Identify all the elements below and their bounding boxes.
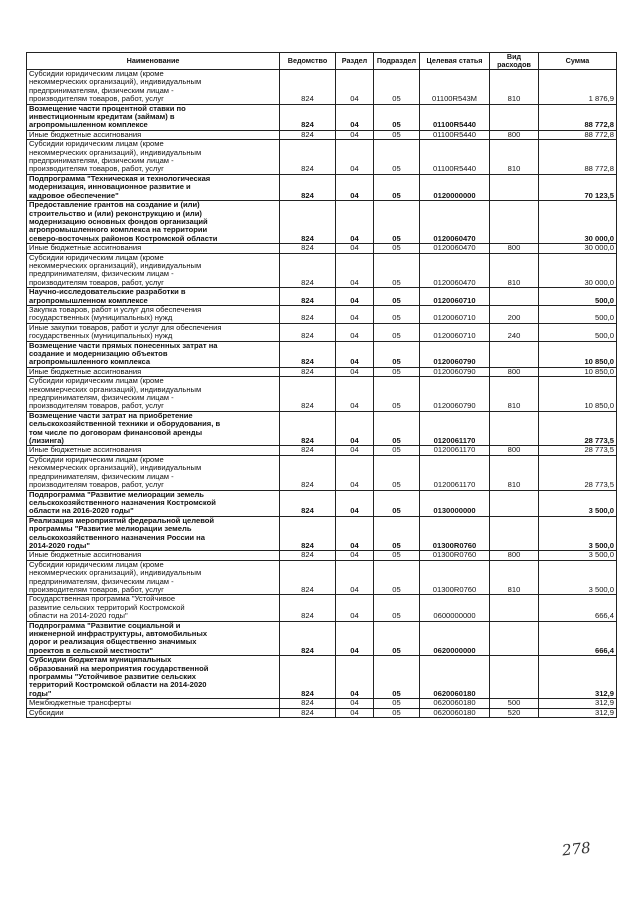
cell-target-article: 0120060710 (420, 305, 490, 323)
cell-amount: 312,9 (539, 708, 617, 717)
cell-section: 04 (336, 104, 374, 130)
cell-name-line: создание и модернизацию объектов (29, 349, 168, 358)
cell-subsection: 05 (374, 174, 420, 200)
cell-department: 824 (280, 595, 336, 621)
cell-amount: 666,4 (539, 621, 617, 656)
cell-target-article: 0620000000 (420, 621, 490, 656)
cell-name (27, 367, 280, 376)
cell-expense-type: 800 (490, 446, 539, 455)
cell-name-line: модернизацию основных фондов организаций (29, 216, 208, 226)
cell-name (27, 455, 280, 490)
cell-name-line: (лизинга) (29, 436, 64, 446)
cell-name-line: агропромышленного комплекса (29, 357, 151, 367)
cell-name (27, 595, 280, 621)
cell-name-line: годы" (29, 688, 52, 698)
cell-name (27, 708, 280, 717)
cell-target-article: 01100R5440 (420, 104, 490, 130)
cell-section: 04 (336, 70, 374, 105)
cell-amount: 28 773,5 (539, 411, 617, 446)
cell-name-line: Закупка товаров, работ и услуг для обеспечения (29, 305, 202, 314)
cell-subsection: 05 (374, 367, 420, 376)
cell-section: 04 (336, 377, 374, 412)
table-row (27, 367, 617, 376)
cell-expense-type (490, 595, 539, 621)
cell-name-line: развитие сельских территорий Костромской (29, 602, 185, 612)
cell-expense-type: 810 (490, 70, 539, 105)
cell-name-line: некоммерческих организаций), индивидуальным (29, 147, 202, 157)
cell-name-line: некоммерческих организаций), индивидуальным (29, 77, 202, 87)
cell-amount: 88 772,8 (539, 140, 617, 175)
cell-name-line: Подпрограмма "Техническая и технологическая (29, 174, 211, 183)
cell-name (27, 377, 280, 412)
cell-department: 824 (280, 140, 336, 175)
table-row (27, 174, 617, 200)
cell-section: 04 (336, 130, 374, 139)
cell-name-line: территорий Костромской области на 2014-2020 (29, 680, 207, 690)
cell-expense-type: 800 (490, 244, 539, 253)
table-row (27, 455, 617, 490)
cell-subsection: 05 (374, 253, 420, 288)
budget-table-sheet (26, 52, 616, 718)
cell-amount: 28 773,5 (539, 455, 617, 490)
cell-expense-type: 520 (490, 708, 539, 717)
cell-name-line: предпринимателям, физическим лицам - (29, 156, 174, 166)
cell-department: 824 (280, 490, 336, 516)
cell-name (27, 516, 280, 551)
cell-amount: 3 500,0 (539, 560, 617, 595)
cell-subsection: 05 (374, 708, 420, 717)
cell-department: 824 (280, 244, 336, 253)
table-row (27, 595, 617, 621)
cell-name (27, 560, 280, 595)
cell-amount: 30 000,0 (539, 244, 617, 253)
cell-amount: 88 772,8 (539, 104, 617, 130)
cell-section: 04 (336, 288, 374, 306)
cell-name-line: Субсидии (29, 708, 64, 717)
cell-section: 04 (336, 699, 374, 708)
cell-name (27, 130, 280, 139)
cell-name-line: предпринимателям, физическим лицам - (29, 393, 174, 403)
cell-name-line: программы "Развитие мелиорации земель (29, 524, 192, 534)
cell-name-line: инвестиционным кредитам (займам) в (29, 112, 175, 122)
cell-department: 824 (280, 253, 336, 288)
cell-expense-type (490, 104, 539, 130)
cell-name (27, 699, 280, 708)
cell-name-line: Возмещение части прямых понесенных затрат на (29, 341, 218, 350)
cell-target-article: 0120060710 (420, 288, 490, 306)
cell-subsection: 05 (374, 288, 420, 306)
cell-name-line: производителям товаров, работ, услуг (29, 277, 164, 287)
cell-subsection: 05 (374, 323, 420, 341)
cell-amount: 30 000,0 (539, 201, 617, 244)
cell-amount: 70 123,5 (539, 174, 617, 200)
cell-section: 04 (336, 244, 374, 253)
cell-target-article: 0120060790 (420, 367, 490, 376)
cell-name (27, 490, 280, 516)
cell-department: 824 (280, 621, 336, 656)
cell-department: 824 (280, 305, 336, 323)
cell-department: 824 (280, 367, 336, 376)
cell-name-line: Подпрограмма "Развитие социальной и (29, 621, 181, 630)
table-row (27, 244, 617, 253)
table-row (27, 560, 617, 595)
cell-department: 824 (280, 201, 336, 244)
table-header-row (27, 53, 617, 70)
cell-expense-type: 240 (490, 323, 539, 341)
cell-department: 824 (280, 411, 336, 446)
cell-department: 824 (280, 174, 336, 200)
table-row (27, 699, 617, 708)
cell-amount: 500,0 (539, 305, 617, 323)
cell-subsection: 05 (374, 551, 420, 560)
cell-section: 04 (336, 595, 374, 621)
cell-section: 04 (336, 656, 374, 699)
table-row (27, 140, 617, 175)
cell-name-line: кадровое обеспечение" (29, 190, 119, 200)
cell-section: 04 (336, 341, 374, 367)
header-amount: Сумма (539, 53, 617, 70)
cell-expense-type: 800 (490, 367, 539, 376)
cell-name-line: северо-восточных районов Костромской области (29, 233, 218, 243)
cell-name-line: Подпрограмма "Развитие мелиорации земель (29, 490, 204, 499)
cell-section: 04 (336, 305, 374, 323)
cell-subsection: 05 (374, 490, 420, 516)
handwritten-page-number: 278 (561, 838, 592, 860)
cell-section: 04 (336, 621, 374, 656)
cell-name (27, 174, 280, 200)
cell-subsection: 05 (374, 70, 420, 105)
cell-subsection: 05 (374, 411, 420, 446)
cell-name-line: производителям товаров, работ, услуг (29, 401, 164, 411)
cell-name (27, 621, 280, 656)
cell-name-line: области на 2014-2020 годы" (29, 611, 128, 621)
cell-name-line: Иные бюджетные ассигнования (29, 367, 142, 376)
cell-section: 04 (336, 516, 374, 551)
cell-expense-type: 810 (490, 560, 539, 595)
cell-name-line: государственных (муниципальных) нужд (29, 331, 173, 341)
cell-amount: 3 500,0 (539, 490, 617, 516)
cell-expense-type: 200 (490, 305, 539, 323)
cell-target-article: 0120061170 (420, 446, 490, 455)
cell-name-line: производителям товаров, работ, услуг (29, 584, 164, 594)
cell-target-article: 0120061170 (420, 411, 490, 446)
cell-subsection: 05 (374, 516, 420, 551)
cell-subsection: 05 (374, 621, 420, 656)
cell-name-line: сельскохозяйственного назначения Костромской (29, 497, 216, 507)
cell-amount: 312,9 (539, 656, 617, 699)
cell-name-line: Межбюджетные трансферты (29, 698, 131, 708)
cell-name-line: агропромышленном комплексе (29, 120, 148, 130)
cell-department: 824 (280, 656, 336, 699)
table-row (27, 70, 617, 105)
cell-section: 04 (336, 201, 374, 244)
cell-name-line: Субсидии юридическим лицам (кроме (29, 455, 164, 464)
cell-expense-type (490, 341, 539, 367)
cell-amount: 10 850,0 (539, 377, 617, 412)
cell-name-line: Иные бюджетные ассигнования (29, 550, 142, 560)
cell-department: 824 (280, 323, 336, 341)
cell-amount: 3 500,0 (539, 516, 617, 551)
cell-name-line: государственных (муниципальных) нужд (29, 313, 173, 323)
header-expense-type: Вид расходов (490, 53, 539, 70)
cell-name-line: производителям товаров, работ, услуг (29, 164, 164, 174)
table-row (27, 551, 617, 560)
table-row (27, 708, 617, 717)
cell-amount: 3 500,0 (539, 551, 617, 560)
cell-target-article: 0120060470 (420, 253, 490, 288)
cell-target-article: 0620060180 (420, 656, 490, 699)
cell-section: 04 (336, 411, 374, 446)
table-row (27, 323, 617, 341)
cell-section: 04 (336, 708, 374, 717)
cell-section: 04 (336, 446, 374, 455)
cell-section: 04 (336, 560, 374, 595)
table-row (27, 341, 617, 367)
cell-amount: 666,4 (539, 595, 617, 621)
cell-name (27, 551, 280, 560)
cell-name-line: предпринимателям, физическим лицам - (29, 471, 174, 481)
cell-expense-type: 800 (490, 551, 539, 560)
cell-department: 824 (280, 130, 336, 139)
cell-name (27, 446, 280, 455)
cell-amount: 30 000,0 (539, 253, 617, 288)
cell-name-line: Субсидии юридическим лицам (кроме (29, 560, 164, 569)
cell-subsection: 05 (374, 377, 420, 412)
cell-name-line: предпринимателям, физическим лицам - (29, 576, 174, 586)
cell-name-line: производителям товаров, работ, услуг (29, 94, 164, 104)
cell-name-line: некоммерческих организаций), индивидуальным (29, 260, 202, 270)
cell-section: 04 (336, 323, 374, 341)
table-row (27, 516, 617, 551)
cell-name-line: Иные бюджетные ассигнования (29, 130, 142, 139)
cell-expense-type (490, 174, 539, 200)
cell-name (27, 305, 280, 323)
cell-target-article: 01300R0760 (420, 516, 490, 551)
cell-name-line: агропромышленного комплекса на территории (29, 225, 208, 235)
cell-target-article: 01300R0760 (420, 551, 490, 560)
cell-subsection: 05 (374, 560, 420, 595)
cell-department: 824 (280, 446, 336, 455)
cell-name-line: Государственная программа "Устойчивое (29, 594, 176, 604)
cell-name (27, 201, 280, 244)
cell-expense-type (490, 621, 539, 656)
cell-section: 04 (336, 140, 374, 175)
cell-name-line: сельскохозяйственного назначения России на (29, 532, 205, 542)
cell-target-article: 0120060710 (420, 323, 490, 341)
cell-expense-type (490, 516, 539, 551)
cell-target-article: 0120060790 (420, 377, 490, 412)
cell-name (27, 288, 280, 306)
cell-name-line: Иные закупки товаров, работ и услуг для обеспечения (29, 323, 222, 332)
cell-amount: 88 772,8 (539, 130, 617, 139)
cell-name-line: некоммерческих организаций), индивидуальным (29, 384, 202, 394)
cell-amount: 500,0 (539, 323, 617, 341)
cell-expense-type (490, 411, 539, 446)
cell-name-line: производителям товаров, работ, услуг (29, 480, 164, 490)
cell-expense-type: 500 (490, 699, 539, 708)
cell-department: 824 (280, 288, 336, 306)
cell-name-line: Субсидии юридическим лицам (кроме (29, 376, 164, 386)
cell-name-line: Реализация мероприятий федеральной целевой (29, 516, 215, 525)
cell-subsection: 05 (374, 341, 420, 367)
cell-department: 824 (280, 104, 336, 130)
cell-name-line: том числе по договорам финансовой аренды (29, 427, 203, 437)
cell-name (27, 656, 280, 699)
cell-amount: 1 876,9 (539, 70, 617, 105)
header-section: Раздел (336, 53, 374, 70)
table-row (27, 130, 617, 139)
cell-target-article: 0620060180 (420, 708, 490, 717)
cell-department: 824 (280, 455, 336, 490)
cell-department: 824 (280, 70, 336, 105)
cell-expense-type: 810 (490, 140, 539, 175)
cell-subsection: 05 (374, 455, 420, 490)
cell-subsection: 05 (374, 244, 420, 253)
cell-department: 824 (280, 341, 336, 367)
cell-name-line: Иные бюджетные ассигнования (29, 243, 142, 253)
cell-subsection: 05 (374, 656, 420, 699)
cell-name (27, 253, 280, 288)
cell-name-line: предпринимателям, физическим лицам - (29, 269, 174, 279)
cell-name (27, 323, 280, 341)
cell-name-line: Научно-исследовательские разработки в (29, 287, 186, 297)
table-row (27, 490, 617, 516)
cell-section: 04 (336, 174, 374, 200)
cell-department: 824 (280, 699, 336, 708)
cell-section: 04 (336, 490, 374, 516)
cell-target-article: 0600000000 (420, 595, 490, 621)
cell-name-line: Субсидии юридическим лицам (кроме (29, 69, 164, 78)
cell-target-article: 0120060470 (420, 244, 490, 253)
cell-name (27, 341, 280, 367)
cell-amount: 10 850,0 (539, 341, 617, 367)
cell-name-line: инженерной инфраструктуры, автомобильных (29, 629, 208, 638)
cell-name-line: Предоставление грантов на создание и (или) (29, 200, 200, 210)
cell-name-line: некоммерческих организаций), индивидуальным (29, 463, 202, 473)
cell-target-article: 0120061170 (420, 455, 490, 490)
cell-amount: 312,9 (539, 699, 617, 708)
cell-target-article: 0120060790 (420, 341, 490, 367)
header-name: Наименование (27, 53, 280, 70)
cell-amount: 10 850,0 (539, 367, 617, 376)
cell-name (27, 70, 280, 105)
cell-department: 824 (280, 560, 336, 595)
cell-name-line: некоммерческих организаций), индивидуальным (29, 568, 202, 578)
table-row (27, 377, 617, 412)
table-row (27, 656, 617, 699)
cell-subsection: 05 (374, 104, 420, 130)
table-row (27, 411, 617, 446)
cell-target-article: 01100R5440 (420, 140, 490, 175)
cell-name-line: предпринимателям, физическим лицам - (29, 85, 174, 95)
header-subsection: Подраздел (374, 53, 420, 70)
cell-amount: 28 773,5 (539, 446, 617, 455)
cell-name (27, 104, 280, 130)
cell-department: 824 (280, 551, 336, 560)
cell-target-article: 0620060180 (420, 699, 490, 708)
cell-name-line: Возмещение части процентной ставки по (29, 104, 186, 113)
cell-subsection: 05 (374, 305, 420, 323)
cell-name (27, 140, 280, 175)
cell-name-line: области на 2016-2020 годы" (29, 506, 134, 516)
cell-name-line: Возмещение части затрат на приобретение (29, 411, 193, 420)
cell-section: 04 (336, 253, 374, 288)
cell-subsection: 05 (374, 130, 420, 139)
cell-target-article: 01300R0760 (420, 560, 490, 595)
budget-table (26, 52, 617, 718)
cell-expense-type (490, 656, 539, 699)
cell-name-line: 2014-2020 годы" (29, 540, 90, 550)
cell-section: 04 (336, 367, 374, 376)
header-target-article: Целевая статья (420, 53, 490, 70)
cell-section: 04 (336, 551, 374, 560)
cell-name-line: модернизация, инновационное развитие и (29, 182, 191, 192)
table-row (27, 621, 617, 656)
cell-name (27, 411, 280, 446)
cell-expense-type (490, 288, 539, 306)
cell-department: 824 (280, 377, 336, 412)
cell-subsection: 05 (374, 201, 420, 244)
cell-department: 824 (280, 516, 336, 551)
cell-section: 04 (336, 455, 374, 490)
cell-target-article: 0120060470 (420, 201, 490, 244)
cell-name-line: Субсидии юридическим лицам (кроме (29, 139, 164, 149)
cell-expense-type (490, 201, 539, 244)
cell-expense-type: 800 (490, 130, 539, 139)
cell-target-article: 0120000000 (420, 174, 490, 200)
cell-expense-type: 810 (490, 377, 539, 412)
cell-name-line: Субсидии юридическим лицам (кроме (29, 253, 164, 262)
cell-name-line: проектов в сельской местности" (29, 645, 153, 655)
cell-expense-type: 810 (490, 455, 539, 490)
table-row (27, 288, 617, 306)
cell-expense-type (490, 490, 539, 516)
cell-name-line: Иные бюджетные ассигнования (29, 445, 142, 455)
cell-subsection: 05 (374, 446, 420, 455)
cell-name-line: сельскохозяйственной техники и оборудования, в (29, 419, 221, 429)
cell-name-line: дорог и реализация общественно значимых (29, 637, 197, 647)
cell-subsection: 05 (374, 595, 420, 621)
cell-target-article: 0130000000 (420, 490, 490, 516)
cell-name-line: программы "Устойчивое развитие сельских (29, 672, 196, 682)
cell-name-line: Субсидии бюджетам муниципальных (29, 655, 172, 665)
cell-target-article: 01100R543M (420, 70, 490, 105)
table-row (27, 201, 617, 244)
cell-subsection: 05 (374, 699, 420, 708)
cell-name-line: строительство и (или) реконструкцию и (или) (29, 208, 202, 218)
header-department: Ведомство (280, 53, 336, 70)
cell-subsection: 05 (374, 140, 420, 175)
cell-department: 824 (280, 708, 336, 717)
cell-name-line: образований на мероприятия государственной (29, 663, 209, 673)
cell-name (27, 244, 280, 253)
cell-name-line: агропромышленном комплексе (29, 295, 148, 305)
cell-amount: 500,0 (539, 288, 617, 306)
table-row (27, 104, 617, 130)
cell-target-article: 01100R5440 (420, 130, 490, 139)
table-row (27, 253, 617, 288)
cell-expense-type: 810 (490, 253, 539, 288)
table-row (27, 305, 617, 323)
table-row (27, 446, 617, 455)
